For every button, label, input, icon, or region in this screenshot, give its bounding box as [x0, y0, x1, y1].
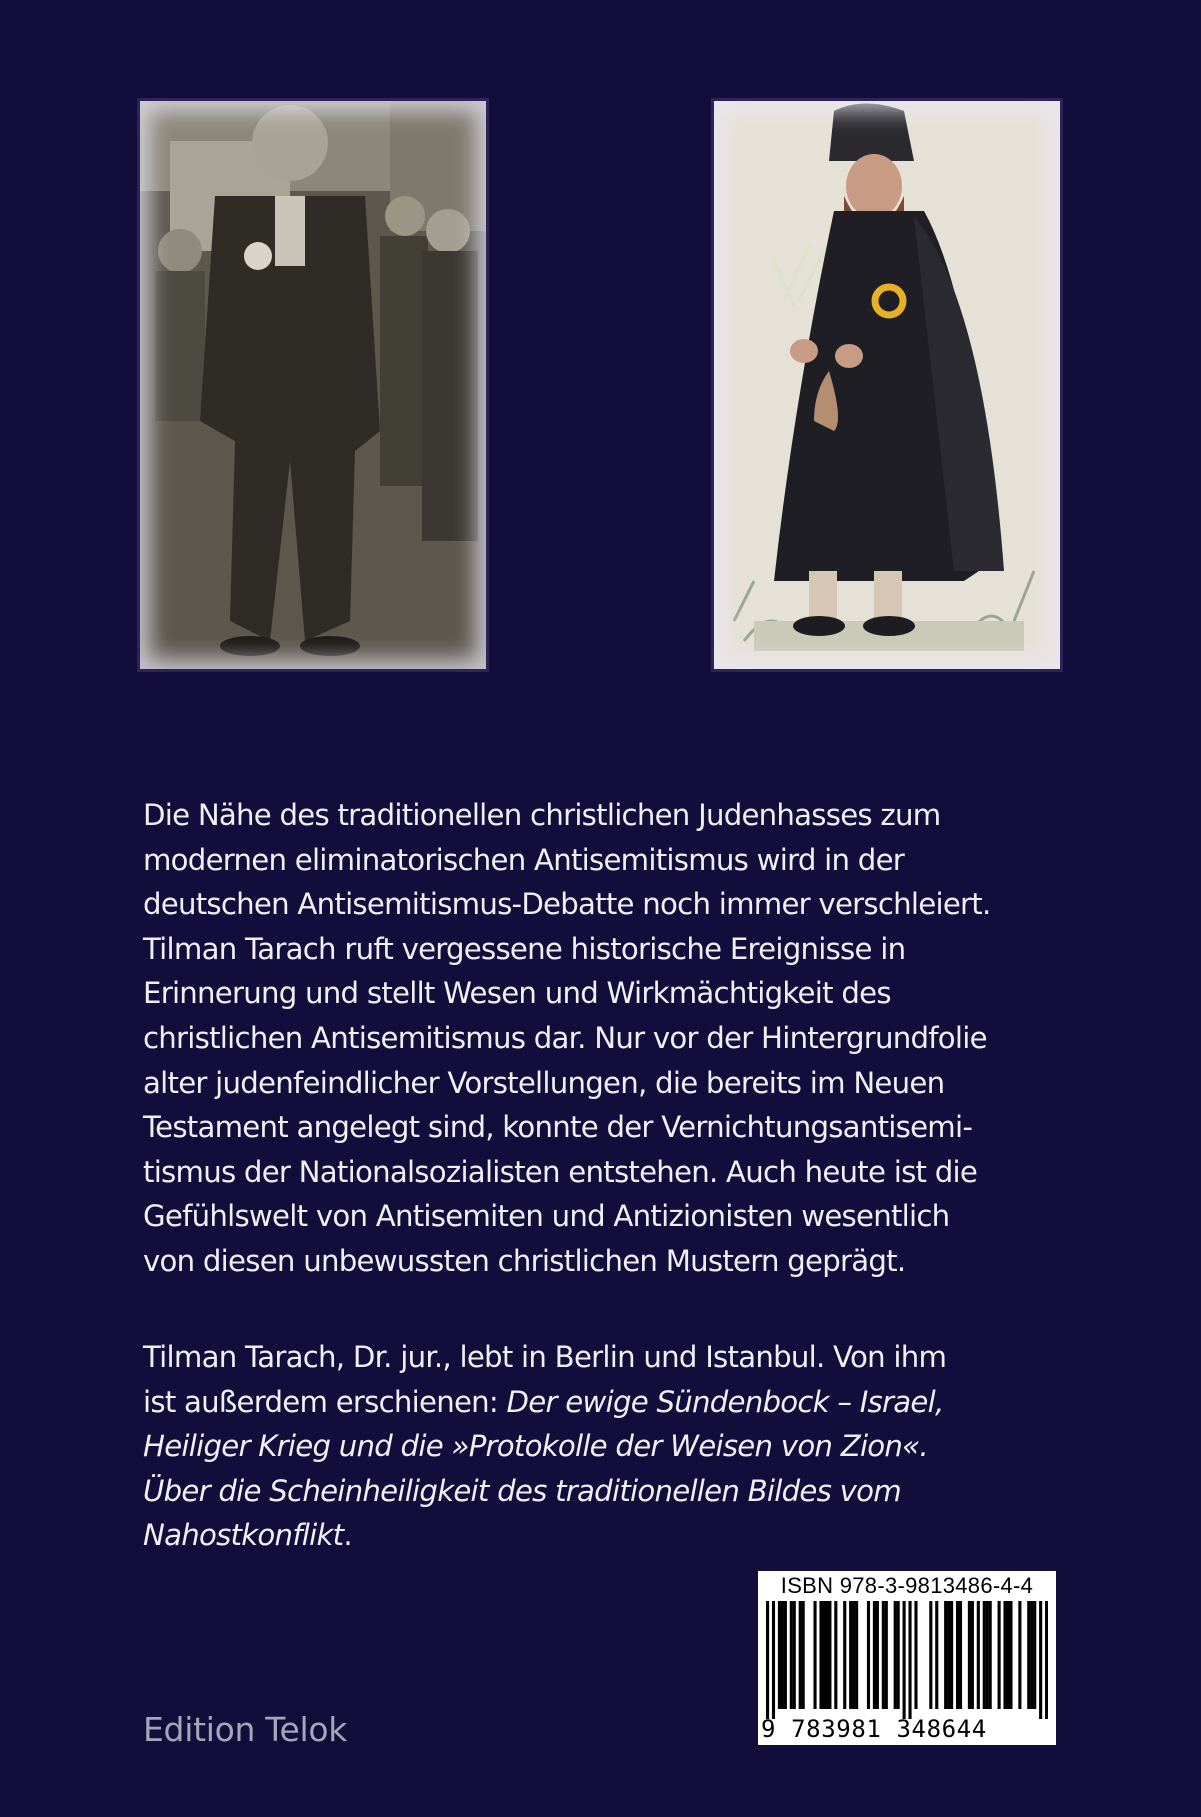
blurb-line: Tilman Tarach ruft vergessene historische Ereignisse in [143, 931, 906, 966]
barcode-bar [799, 1601, 802, 1709]
barcode-digits [761, 1715, 1053, 1743]
barcode-bar [1003, 1601, 1006, 1709]
barcode-bar [825, 1601, 828, 1709]
blurb-line: Die Nähe des traditionellen christlichen Judenhasses zum [143, 798, 941, 832]
barcode-bar [849, 1601, 852, 1709]
barcode-bar [813, 1601, 816, 1709]
barcode-bar [894, 1601, 897, 1709]
bio-line [143, 1424, 1063, 1469]
barcode-bar [885, 1601, 888, 1709]
barcode-bar [793, 1601, 796, 1709]
blurb-line: Erinnerung und stellt Wesen und Wirkmächtigkeit des [143, 976, 891, 1011]
barcode-bar [843, 1601, 846, 1709]
barcode-bar [935, 1601, 938, 1709]
blurb-line: christlichen Antisemitismus dar. Nur vor der Hintergrundfolie [143, 1020, 987, 1055]
barcode-bar [947, 1601, 950, 1709]
barcode-bar [983, 1601, 986, 1709]
barcode-bars [766, 1601, 1048, 1719]
bio-text: ist außerdem erschienen: [143, 1384, 507, 1419]
barcode-bar [772, 1601, 775, 1719]
barcode-bar [1039, 1601, 1042, 1719]
barcode-bar [989, 1601, 992, 1709]
barcode-digits-right: 348644 [896, 1715, 987, 1743]
book-blurb [143, 793, 1063, 1284]
barcode-bar [903, 1601, 906, 1719]
isbn-barcode [758, 1571, 1056, 1745]
barcode-bar [929, 1601, 932, 1709]
barcode-bar [873, 1601, 876, 1709]
barcode-bar [968, 1601, 971, 1709]
barcode-bar [977, 1601, 980, 1709]
barcode-bar [986, 1601, 989, 1709]
barcode-bar [778, 1601, 781, 1709]
historic-painting-right [714, 101, 1060, 669]
blurb-line: von diesen unbewussten christlichen Mustern geprägt. [143, 1243, 906, 1278]
barcode-bar [867, 1601, 870, 1709]
barcode-bar [950, 1601, 953, 1709]
bio-line [143, 1469, 1063, 1514]
bio-text: . [343, 1518, 352, 1553]
barcode-bar [998, 1601, 1001, 1709]
barcode-bar [790, 1601, 793, 1709]
barcode-bar [1033, 1601, 1036, 1709]
barcode-bar [802, 1601, 805, 1709]
barcode-bar [781, 1601, 784, 1709]
barcode-bar [908, 1601, 911, 1719]
blurb-line: alter judenfeindlicher Vorstellungen, die bereits im Neuen [143, 1065, 945, 1100]
barcode-bar [828, 1601, 831, 1709]
barcode-bar [914, 1601, 917, 1709]
barcode-bar [852, 1601, 855, 1709]
barcode-bar [1009, 1601, 1012, 1709]
barcode-bar [882, 1601, 885, 1709]
barcode-bar [944, 1601, 947, 1709]
barcode-bar [897, 1601, 900, 1709]
bio-line [143, 1513, 1063, 1558]
barcode-bar [819, 1601, 822, 1709]
barcode-digits-left: 783981 [791, 1715, 882, 1743]
barcode-bar [784, 1601, 787, 1709]
barcode-bar [822, 1601, 825, 1709]
barcode-digit-lead: 9 [761, 1715, 777, 1743]
author-bio [143, 1335, 1063, 1558]
blurb-line: deutschen Antisemitismus-Debatte noch immer verschleiert. [143, 887, 991, 922]
barcode-bar [971, 1601, 974, 1709]
barcode-bar [956, 1601, 959, 1709]
blurb-line: modernen eliminatorischen Antisemitismus wird in der [143, 842, 905, 877]
barcode-bar [1027, 1601, 1030, 1709]
barcode-bar [1030, 1601, 1033, 1709]
barcode-bar [959, 1601, 962, 1709]
barcode-bar [1018, 1601, 1021, 1709]
bio-line [143, 1380, 1063, 1425]
book-title: Über die Scheinheiligkeit des traditionellen Bildes vom [143, 1473, 901, 1508]
barcode-bar [1006, 1601, 1009, 1709]
bio-line: Tilman Tarach, Dr. jur., lebt in Berlin und Istanbul. Von ihm [143, 1340, 947, 1374]
book-title: Der ewige Sündenbock – Israel, [506, 1384, 944, 1419]
blurb-line: Gefühlswelt von Antisemiten und Antizionisten wesentlich [143, 1199, 950, 1234]
book-title: Heiliger Krieg und die »Protokolle der Weisen von Zion«. [143, 1429, 928, 1464]
barcode-bar [766, 1601, 769, 1719]
barcode-bar [855, 1601, 858, 1709]
photo-right-illustration [714, 101, 1060, 669]
blurb-line: tismus der Nationalsozialisten entstehen. Auch heute ist die [143, 1154, 978, 1189]
isbn-label: ISBN 978-3-9813486-4-4 [780, 1573, 1034, 1598]
historic-photo-left [140, 101, 486, 669]
photo-left-illustration [140, 101, 486, 669]
publisher-name: Edition Telok [143, 1710, 348, 1749]
barcode-bar [1045, 1601, 1048, 1719]
blurb-line: Testament angelegt sind, konnte der Vernichtungsantisemi- [143, 1110, 973, 1145]
barcode-bar [876, 1601, 879, 1709]
barcode-bar [834, 1601, 837, 1709]
book-title: Nahostkonflikt [143, 1518, 344, 1553]
